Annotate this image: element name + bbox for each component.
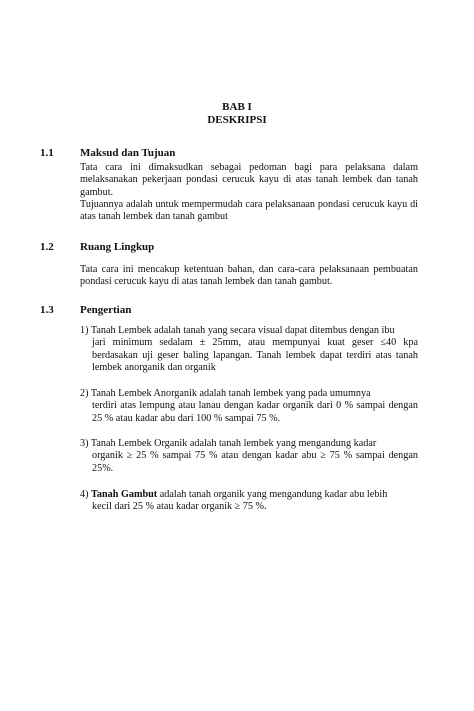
item-marker: 4) bbox=[80, 489, 89, 500]
section-paragraph: Tata cara ini mencakup ketentuan bahan, dan cara-cara pelaksanaan pembuatan pondasi cerucuk kayu di atas tanah lembek dan tanah gambut. bbox=[80, 264, 418, 288]
definition-text: adalah tanah organik yang mengandung kadar abu lebih bbox=[157, 489, 388, 500]
section-paragraph: Tujuannya adalah untuk mempermudah cara pelaksanaan pondasi cerucuk kayu di atas tanah lembek dan tanah gambut bbox=[80, 199, 418, 223]
definition-item bbox=[80, 325, 418, 375]
definition-first-line bbox=[80, 388, 418, 400]
definition-text: Tanah Lembek Anorganik adalah tanah lembek yang pada umumnya bbox=[90, 388, 371, 399]
definition-continuation: jari minimum sedalam ± 25mm, atau mempunyai kuat geser ≤40 kpa berdasakan uji geser baling lapangan. Tanah lembek dapat terdiri atas tanah lembek anorganik dan organik bbox=[92, 337, 418, 374]
definition-item bbox=[80, 388, 418, 425]
section-paragraph: Tata cara ini dimaksudkan sebagai pedoman bagi para pelaksana dalam melaksanakan pekerjaan pondasi cerucuk kayu di atas tanah lembek dan tanah gambut. bbox=[80, 162, 418, 198]
definition-continuation: terdiri atas lempung atau lanau dengan kadar organik dari 0 % sampai dengan 25 % atau kadar abu dari 100 % sampai 75 %. bbox=[92, 400, 418, 424]
definition-first-line bbox=[80, 325, 418, 337]
section-title: Ruang Lingkup bbox=[80, 241, 155, 253]
section-title: Maksud dan Tujuan bbox=[80, 147, 176, 159]
section-number: 1.1 bbox=[40, 147, 54, 159]
chapter-title: DESKRIPSI bbox=[207, 114, 267, 126]
definition-item bbox=[80, 438, 418, 475]
definition-continuation: kecil dari 25 % atau kadar organik ≥ 75 %. bbox=[92, 501, 267, 513]
section-number: 1.2 bbox=[40, 241, 54, 253]
definition-text: Tanah Lembek Organik adalah tanah lembek yang mengandung kadar bbox=[90, 438, 377, 449]
definition-item bbox=[80, 489, 418, 514]
item-marker: 2) bbox=[80, 388, 89, 399]
definition-first-line bbox=[80, 489, 418, 501]
section-title: Pengertian bbox=[80, 304, 132, 316]
definition-first-line bbox=[80, 438, 418, 450]
definition-continuation: organik ≥ 25 % sampai 75 % atau dengan kadar abu ≥ 75 % sampai dengan 25%. bbox=[92, 450, 418, 474]
definition-term: Tanah Gambut bbox=[91, 489, 158, 500]
item-marker: 1) bbox=[80, 325, 89, 336]
definition-text: Tanah Lembek adalah tanah yang secara visual dapat ditembus dengan ibu bbox=[90, 325, 395, 336]
section-number: 1.3 bbox=[40, 304, 54, 316]
chapter-label: BAB I bbox=[222, 101, 252, 113]
item-marker: 3) bbox=[80, 438, 89, 449]
chapter-heading bbox=[0, 101, 474, 127]
